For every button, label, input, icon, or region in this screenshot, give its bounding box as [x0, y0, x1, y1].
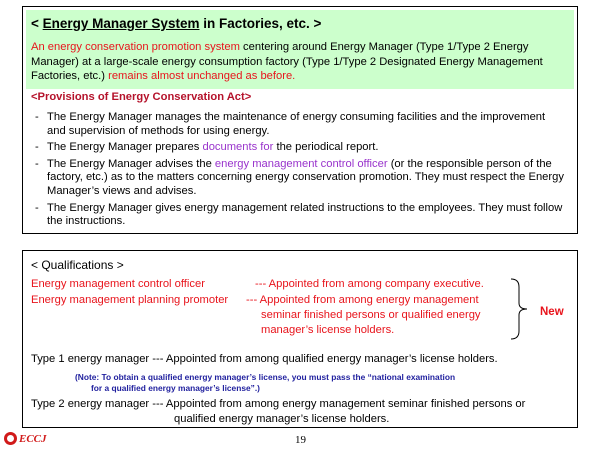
intro-paragraph [31, 40, 571, 84]
provisions-list [35, 111, 565, 232]
list-item [35, 158, 565, 199]
control-officer-row [31, 277, 205, 292]
highlight-panel [26, 10, 574, 89]
title-underlined: Energy Manager System [42, 16, 200, 31]
list-item [35, 141, 565, 155]
intro-red-2: remains almost unchanged as before. [108, 70, 296, 82]
control-officer-desc: --- Appointed from among company executive. [255, 278, 484, 290]
provision-text: The Energy Manager prepares [47, 141, 203, 154]
list-dash: - [35, 141, 39, 154]
row-label: Energy management control officer [31, 278, 205, 290]
list-dash: - [35, 201, 39, 214]
provision-text: The Energy Manager advises the [47, 157, 215, 170]
intro-text: centering around Energy Manager (Type 1/Type 2 Energy Manager) at a large-scale energy consumption factory (Type 1/Type 2 Designated Energy Management Factories, etc.) [31, 41, 543, 82]
type2-row-cont: qualified energy manager’s license holders. [174, 413, 390, 425]
planning-promoter-desc-2: seminar finished persons or qualified energy [261, 309, 481, 321]
qualifications-box [22, 250, 578, 428]
list-item [35, 111, 565, 138]
planning-promoter-desc-3: manager’s license holders. [261, 324, 395, 336]
page-number: 19 [295, 434, 306, 446]
title-prefix: < [31, 16, 43, 31]
section-title [31, 16, 321, 31]
new-label: New [540, 306, 564, 318]
license-note [75, 372, 495, 394]
provisions-heading: <Provisions of Energy Conservation Act> [31, 91, 252, 103]
eccj-logo-icon [4, 432, 17, 445]
planning-promoter-desc: --- Appointed from among energy management [246, 294, 479, 306]
list-dash: - [35, 157, 39, 170]
row-label: Energy management planning promoter [31, 294, 229, 306]
qualifications-title: < Qualifications > [31, 258, 124, 272]
provision-text: The Energy Manager manages the maintenance of energy consuming facilities and the improvement and supervision of methods for using energy. [47, 111, 546, 137]
provision-text: the periodical report. [273, 141, 379, 154]
provision-highlight: documents for [202, 141, 274, 154]
list-dash: - [35, 111, 39, 123]
intro-red-1: An energy conservation promotion system [31, 41, 240, 53]
eccj-logo [4, 430, 47, 446]
provision-text: (or the responsible person of the factory, etc.) as to the matters concerning energy conservation promotion. They must respect the Energy Manager’s views and advises. [47, 157, 564, 197]
type1-row: Type 1 energy manager --- Appointed from among qualified energy manager’s license holders. [31, 353, 498, 365]
note-line-2: for a qualified energy manager’s license”.) [91, 383, 260, 393]
list-item [35, 202, 565, 229]
type2-row: Type 2 energy manager --- Appointed from among energy management seminar finished persons or [31, 398, 526, 410]
title-suffix: in Factories, etc. > [199, 16, 322, 31]
planning-promoter-row [31, 293, 228, 308]
note-line-1: (Note: To obtain a qualified energy manager’s license, you must pass the “national examination [75, 372, 456, 382]
provision-highlight: energy management control officer [214, 157, 388, 170]
right-brace-icon [509, 277, 529, 341]
provision-text: The Energy Manager gives energy management related instructions to the employees. They must follow the instructions. [47, 201, 563, 228]
energy-manager-system-box [22, 6, 578, 234]
logo-text: ECCJ [19, 432, 47, 445]
